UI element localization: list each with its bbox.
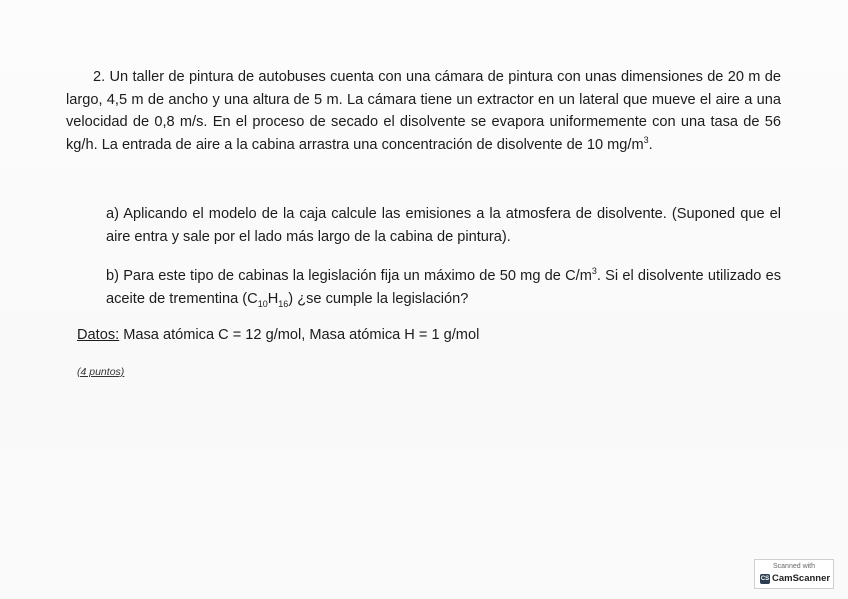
part-b-text-3: H (267, 290, 279, 307)
problem-exponent: 3 (643, 134, 649, 145)
part-b (106, 265, 781, 310)
problem-statement (66, 66, 781, 156)
data-label: Datos: (77, 327, 120, 343)
camscanner-brand: CamScanner (772, 573, 831, 584)
hydrogen-subscript: 16 (278, 298, 289, 309)
data-line (77, 325, 479, 345)
scanned-with-text: Scanned with (772, 563, 816, 570)
part-b-text-1: b) Para este tipo de cabinas la legislación fija un máximo de 50 mg de C/m (106, 268, 592, 284)
part-b-text-2: . Si el disolvente utilizado es aceite de trementina (C (106, 268, 782, 307)
part-b-exponent: 3 (591, 266, 597, 277)
points-label: (4 puntos) (77, 366, 125, 378)
camscanner-watermark (754, 559, 834, 589)
part-a (106, 203, 781, 248)
problem-number: 2. (93, 69, 106, 85)
data-text: Masa atómica C = 12 g/mol, Masa atómica H = 1 g/mol (119, 327, 480, 343)
problem-text: Un taller de pintura de autobuses cuenta con una cámara de pintura con unas dimensiones de 20 m de largo, 4,5 m de ancho y una altura de 5 m. La cámara tiene un extractor en un lateral que mueve el aire a una velocidad de 0,8 m/s. En el proceso de secado el disolvente se evapora uniformemente con una tasa de 56 kg/h. La entrada de aire a la cabina arrastra una concentración de disolvente de 10 mg/m (66, 69, 781, 153)
carbon-subscript: 10 (257, 298, 268, 309)
part-a-text: a) Aplicando el modelo de la caja calcule las emisiones a la atmosfera de disolvente. (Suponed que el aire entra y sale por el lado más largo de la cabina de pintura). (106, 206, 781, 245)
problem-end: . (648, 136, 653, 153)
camscanner-logo-icon: CS (760, 576, 770, 582)
part-b-text-4: ) ¿se cumple la legislación? (288, 290, 469, 307)
